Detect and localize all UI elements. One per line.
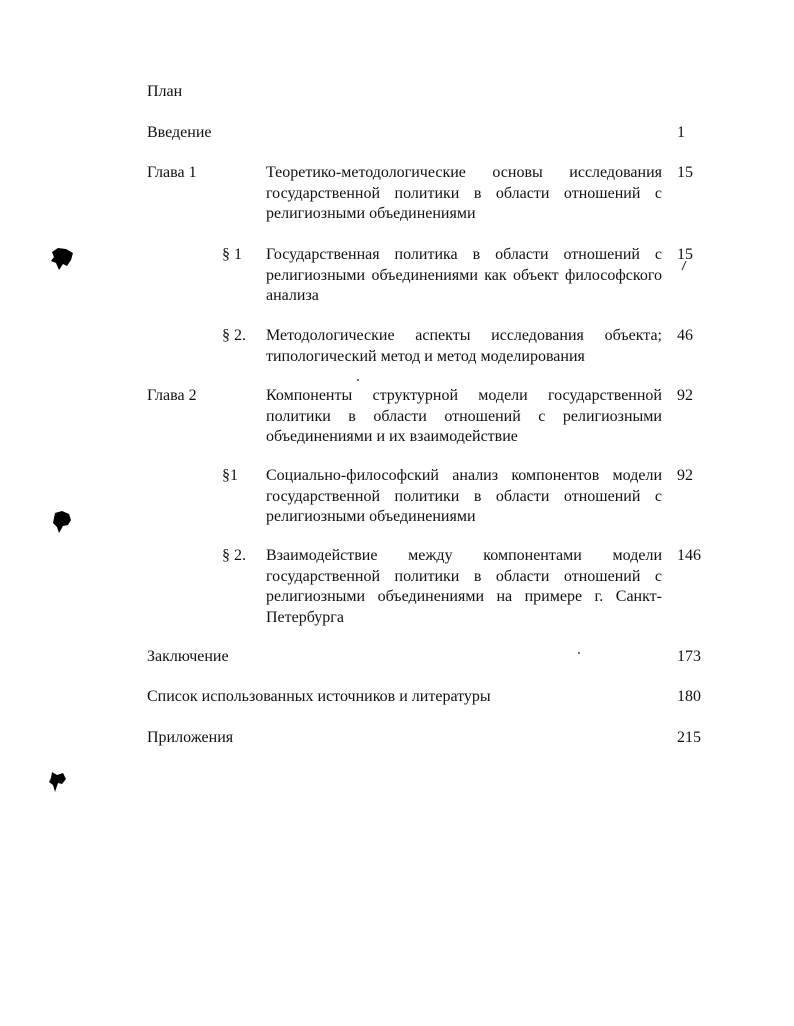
toc-conclusion-label: Заключение (147, 648, 229, 665)
scan-speck-1 (357, 379, 359, 381)
chapter-1-section-2-title: Методологические аспекты исследования объекта; типологический метод и метод моделирования (266, 327, 662, 365)
chapter-1-section-1-title: Государственная политика в области отношений с религиозными объединениями как объект философского анализа (266, 246, 662, 304)
chapter-2-label: Глава 2 (147, 387, 197, 404)
scan-speck-2 (578, 652, 580, 654)
chapter-1-section-1-mark: § 1 (222, 246, 242, 263)
chapter-2-section-2-page: 146 (677, 547, 701, 564)
chapter-1-section-2-mark: § 2. (222, 327, 246, 344)
chapter-2-section-2-title: Взаимодействие между компонентами модели государственной политики в области отношений с религиозными объединениями на примере г. Санкт-Петербурга (266, 547, 662, 626)
chapter-1-label: Глава 1 (147, 164, 197, 181)
chapter-1-section-2-page: 46 (677, 327, 693, 344)
chapter-1-page: 15 (677, 164, 693, 181)
scan-blot-middle (50, 509, 74, 535)
scan-blot-top (48, 246, 76, 272)
chapter-2-section-1-page: 92 (677, 467, 693, 484)
toc-heading: План (147, 83, 183, 100)
scan-blot-bottom (46, 770, 70, 794)
toc-bibliography-label: Список использованных источников и литературы (147, 688, 491, 705)
chapter-2-section-1-mark: §1 (222, 467, 238, 484)
scan-speck-tick (680, 260, 688, 272)
chapter-2-title: Компоненты структурной модели государственной политики в области отношений с религиозными объединениями и их взаимодействие (266, 387, 662, 445)
toc-appendices-label: Приложения (147, 729, 234, 746)
toc-conclusion-page: 173 (677, 648, 701, 665)
chapter-2-section-2-mark: § 2. (222, 547, 246, 564)
chapter-2-page: 92 (677, 387, 693, 404)
chapter-1-section-1-page: 15 (677, 246, 693, 263)
chapter-1-title: Теоретико-методологические основы исследования государственной политики в области отношений с религиозными объединениями (266, 164, 662, 222)
toc-intro-page: 1 (677, 124, 685, 141)
toc-bibliography-page: 180 (677, 688, 701, 705)
chapter-2-section-1-title: Социально-философский анализ компонентов модели государственной политики в области отношений с религиозными объединениями (266, 467, 662, 525)
toc-appendices-page: 215 (677, 729, 701, 746)
toc-intro-label: Введение (147, 124, 212, 141)
